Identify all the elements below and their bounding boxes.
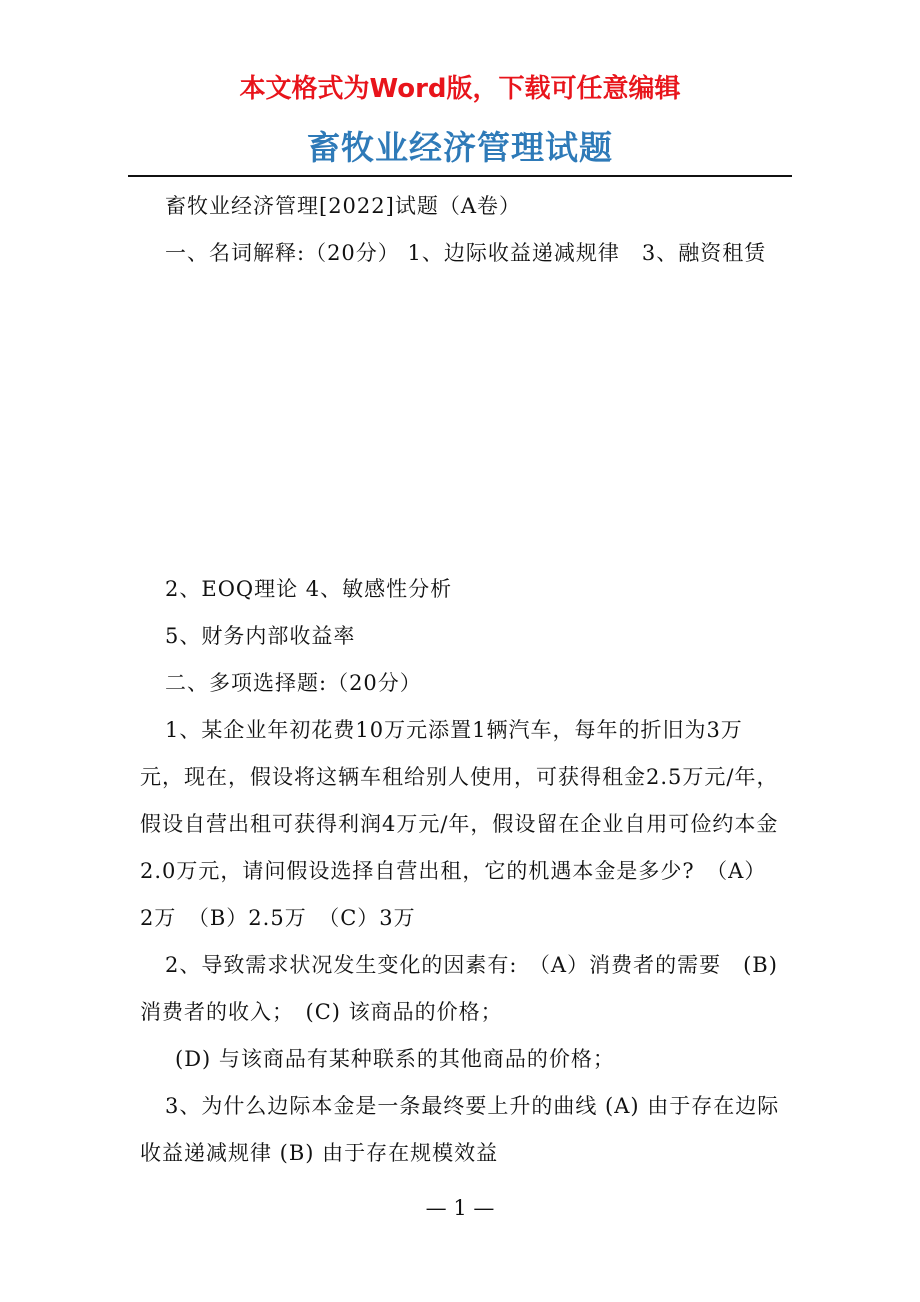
exam-questions-block bbox=[140, 566, 780, 1177]
section-one-heading: 一、名词解释:（20分） 1、边际收益递减规律 3、融资租赁 bbox=[165, 241, 767, 265]
question-1: 1、某企业年初花费10万元添置1辆汽车，每年的折旧为3万元，现在，假设将这辆车租给别人使用，可获得租金2.5万元/年，假设自营出租可获得利润4万元/年，假设留在企业自用可俭约本金2.0万元，请问假设选择自营出租，它的机遇本金是多少? （A）2万 （B）2.5万 （C）3万 bbox=[140, 718, 779, 930]
question-2: 2、导致需求状况发生变化的因素有: （A）消费者的需要 (B) 消费者的收入； (C) 该商品的价格； bbox=[140, 953, 778, 1024]
exam-intro-block bbox=[140, 183, 780, 277]
term-item-5: 5、财务内部收益率 bbox=[165, 624, 356, 648]
section-two-heading: 二、多项选择题:（20分） bbox=[165, 671, 422, 695]
question-3: 3、为什么边际本金是一条最终要上升的曲线 (A) 由于存在边际收益递减规律 (B) 由于存在规模效益 bbox=[140, 1094, 780, 1165]
document-title: 畜牧业经济管理试题 bbox=[307, 128, 613, 167]
exam-subtitle: 畜牧业经济管理[2022]试题（A卷） bbox=[165, 194, 521, 218]
question-2-option-d: (D) 与该商品有某种联系的其他商品的价格； bbox=[175, 1047, 615, 1071]
title-divider bbox=[128, 175, 792, 177]
word-format-notice: 本文格式为Word版，下载可任意编辑 bbox=[239, 74, 681, 104]
term-item-2-4: 2、EOQ理论 4、敏感性分析 bbox=[165, 577, 453, 601]
page-number: — 1 — bbox=[425, 1196, 495, 1220]
